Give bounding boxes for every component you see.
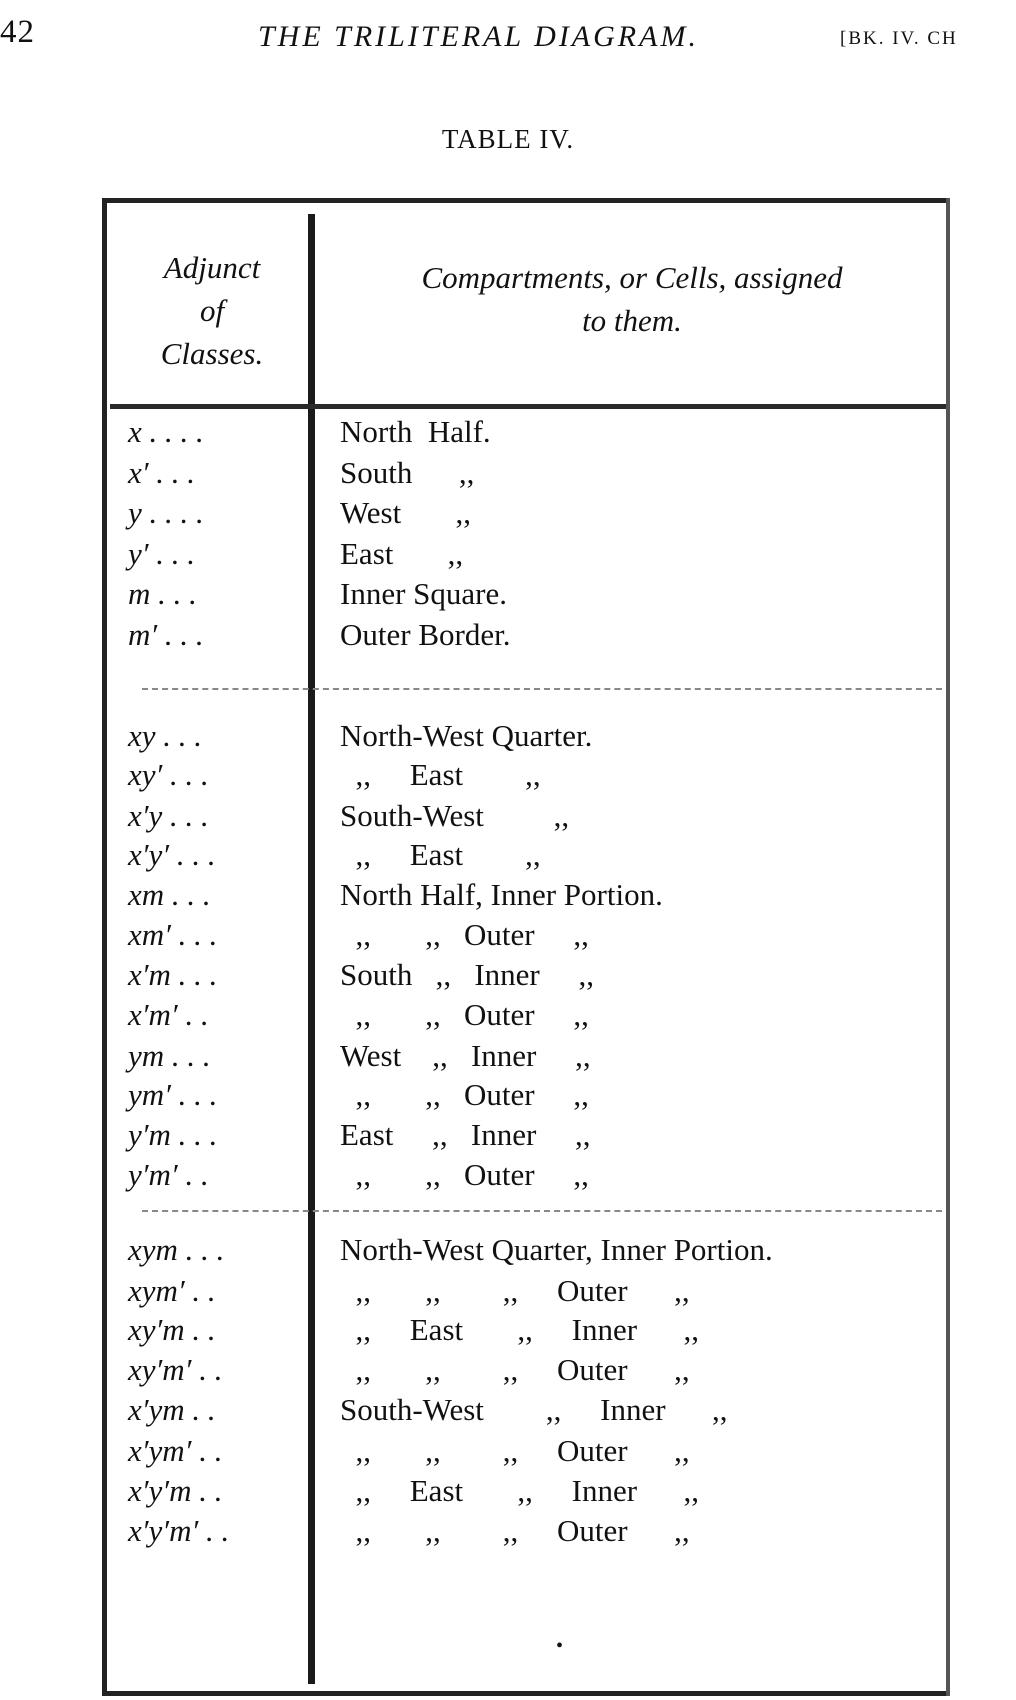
table-row bbox=[102, 755, 950, 795]
class-adjunct: ym . . . bbox=[128, 1038, 211, 1073]
header-line: Classes. bbox=[160, 336, 264, 371]
class-adjunct: xym′ . . bbox=[128, 1273, 216, 1308]
assigned-compartment: South-West ,, Inner ,, bbox=[340, 1392, 728, 1427]
assigned-compartment: West ,, bbox=[340, 495, 471, 530]
table-row bbox=[102, 716, 950, 756]
table-row bbox=[102, 493, 950, 533]
assigned-compartment: Outer Border. bbox=[340, 617, 511, 652]
table-row bbox=[102, 1230, 950, 1270]
assigned-compartment: ,, East ,, bbox=[340, 757, 541, 792]
class-adjunct: xy′m . . bbox=[128, 1312, 216, 1347]
assigned-compartment: ,, ,, ,, Outer ,, bbox=[340, 1352, 690, 1387]
assigned-compartment: East ,, Inner ,, bbox=[340, 1117, 591, 1152]
class-adjunct: x′y′ . . . bbox=[128, 837, 216, 872]
section-divider bbox=[142, 1210, 942, 1212]
assigned-compartment: North-West Quarter. bbox=[340, 718, 593, 753]
column-header-compartments bbox=[327, 256, 937, 342]
class-adjunct: x′m′ . . bbox=[128, 997, 209, 1032]
header-line: of bbox=[199, 293, 225, 328]
assigned-compartment: ,, ,, Outer ,, bbox=[340, 917, 589, 952]
assigned-compartment: North Half. bbox=[340, 414, 491, 449]
column-header-adjunct bbox=[122, 246, 302, 375]
table-row bbox=[102, 453, 950, 493]
assigned-compartment: ,, East ,, Inner ,, bbox=[340, 1473, 700, 1508]
class-adjunct: y′ . . . bbox=[128, 536, 196, 571]
header-line: Adjunct bbox=[163, 250, 261, 285]
table-row bbox=[102, 534, 950, 574]
class-adjunct: m . . . bbox=[128, 576, 197, 611]
assigned-compartment: ,, East ,, Inner ,, bbox=[340, 1312, 700, 1347]
assigned-compartment: North Half, Inner Portion. bbox=[340, 877, 663, 912]
table-row bbox=[102, 615, 950, 655]
class-adjunct: xy′ . . . bbox=[128, 757, 209, 792]
assigned-compartment: ,, ,, ,, Outer ,, bbox=[340, 1513, 690, 1548]
assigned-compartment: Inner Square. bbox=[340, 576, 507, 611]
assigned-compartment: ,, ,, ,, Outer ,, bbox=[340, 1433, 690, 1468]
table-row bbox=[102, 1310, 950, 1350]
class-adjunct: m′ . . . bbox=[128, 617, 204, 652]
table-row bbox=[102, 1036, 950, 1076]
class-adjunct: xy′m′ . . bbox=[128, 1352, 223, 1387]
table-row bbox=[102, 1471, 950, 1511]
class-adjunct: ym′ . . . bbox=[128, 1077, 218, 1112]
class-adjunct: xym . . . bbox=[128, 1232, 225, 1267]
table-row bbox=[102, 796, 950, 836]
table-row bbox=[102, 1431, 950, 1471]
table-row bbox=[102, 1271, 950, 1311]
assigned-compartment: South ,, bbox=[340, 455, 475, 490]
table-row bbox=[102, 835, 950, 875]
table-row bbox=[102, 995, 950, 1035]
class-adjunct: xm′ . . . bbox=[128, 917, 218, 952]
table-row bbox=[102, 1075, 950, 1115]
assigned-compartment: ,, East ,, bbox=[340, 837, 541, 872]
table-row bbox=[102, 1350, 950, 1390]
stray-mark: • bbox=[556, 1635, 564, 1657]
class-adjunct: x′ . . . bbox=[128, 455, 196, 490]
class-adjunct: xy . . . bbox=[128, 718, 203, 753]
table-caption: TABLE IV. bbox=[441, 124, 575, 154]
book-reference: [BK. IV. CH bbox=[840, 28, 958, 49]
section-divider bbox=[142, 688, 942, 690]
class-adjunct: x . . . . bbox=[128, 414, 204, 449]
class-adjunct: x′ym . . bbox=[128, 1392, 216, 1427]
table-row bbox=[102, 1390, 950, 1430]
class-adjunct: y′m′ . . bbox=[128, 1157, 209, 1192]
assigned-compartment: North-West Quarter, Inner Portion. bbox=[340, 1232, 773, 1267]
class-adjunct: x′y′m′ . . bbox=[128, 1513, 230, 1548]
class-adjunct: x′y′m . . bbox=[128, 1473, 223, 1508]
assigned-compartment: ,, ,, Outer ,, bbox=[340, 997, 589, 1032]
class-adjunct: x′ym′ . . bbox=[128, 1433, 223, 1468]
classes-table bbox=[102, 198, 950, 1696]
table-row bbox=[102, 955, 950, 995]
running-title: THE TRILITERAL DIAGRAM. bbox=[258, 20, 699, 53]
class-adjunct: xm . . . bbox=[128, 877, 211, 912]
header-rule bbox=[110, 404, 946, 409]
table-border-bottom bbox=[102, 1691, 950, 1696]
table-row bbox=[102, 574, 950, 614]
table-row bbox=[102, 1155, 950, 1195]
assigned-compartment: ,, ,, Outer ,, bbox=[340, 1077, 589, 1112]
table-row bbox=[102, 1115, 950, 1155]
table-row bbox=[102, 412, 950, 452]
assigned-compartment: ,, ,, ,, Outer ,, bbox=[340, 1273, 690, 1308]
assigned-compartment: ,, ,, Outer ,, bbox=[340, 1157, 589, 1192]
page-number: 42 bbox=[0, 14, 35, 50]
assigned-compartment: West ,, Inner ,, bbox=[340, 1038, 591, 1073]
table-row bbox=[102, 1511, 950, 1551]
class-adjunct: x′m . . . bbox=[128, 957, 218, 992]
class-adjunct: y′m . . . bbox=[128, 1117, 218, 1152]
table-row bbox=[102, 875, 950, 915]
header-line: Compartments, or Cells, assigned bbox=[421, 260, 843, 295]
assigned-compartment: East ,, bbox=[340, 536, 464, 571]
assigned-compartment: South-West ,, bbox=[340, 798, 570, 833]
header-line: to them. bbox=[582, 303, 682, 338]
page-header bbox=[0, 10, 1016, 70]
assigned-compartment: South ,, Inner ,, bbox=[340, 957, 595, 992]
class-adjunct: x′y . . . bbox=[128, 798, 209, 833]
table-row bbox=[102, 915, 950, 955]
class-adjunct: y . . . . bbox=[128, 495, 204, 530]
table-border-top bbox=[102, 198, 950, 203]
